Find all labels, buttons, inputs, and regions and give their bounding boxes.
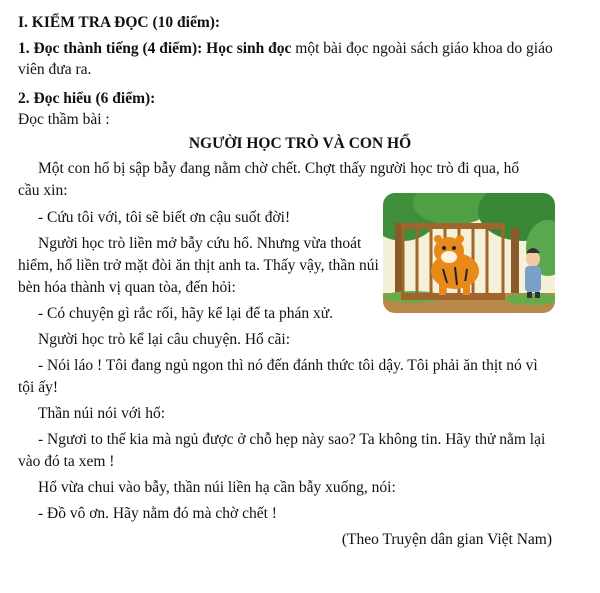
story-line: vào đó ta xem ! (18, 453, 115, 470)
story-line: Người học trò liền mở bẫy cứu hổ. Nhưng vừa thoát (38, 235, 362, 252)
story-line: Người học trò kể lại câu chuyện. Hổ cãi: (38, 331, 291, 348)
story-line: hiểm, hổ liền trở mặt đòi ăn thịt anh ta. Thấy vậy, thần núi (18, 257, 379, 274)
story-line: Hổ vừa chui vào bẫy, thần núi liền hạ cần bẫy xuống, nói: (38, 479, 396, 496)
story-title: NGƯỜI HỌC TRÒ VÀ CON HỔ (188, 135, 412, 152)
tiger-in-cage-illustration (383, 193, 555, 313)
story-line: - Cứu tôi với, tôi sẽ biết ơn cậu suốt đời! (38, 209, 291, 226)
story-line: Một con hổ bị sập bẫy đang nằm chờ chết. Chợt thấy người học trò đi qua, hổ (38, 160, 520, 177)
reading-instruction: Đọc thầm bài : (18, 111, 110, 128)
story-line: tội ấy! (18, 379, 59, 396)
tiger-cage-icon (383, 193, 555, 313)
story-line: Thần núi nói với hổ: (38, 405, 166, 422)
story-source: (Theo Truyện dân gian Việt Nam) (341, 531, 552, 548)
part1-text-cont: viên đưa ra. (18, 61, 92, 78)
story-line: cầu xin: (18, 182, 68, 199)
story-line: - Nói láo ! Tôi đang ngủ ngon thì nó đến đánh thức tôi dậy. Tôi phải ăn thịt nó vì (38, 357, 538, 374)
part2-label: 2. Đọc hiểu (6 điểm): (18, 90, 156, 107)
story-line: - Có chuyện gì rắc rối, hãy kể lại để ta phán xử. (38, 305, 334, 322)
part1-line (18, 39, 553, 59)
section-heading: I. KIỂM TRA ĐỌC (10 điểm): (18, 14, 221, 31)
story-line: bèn hóa thành vị quan tòa, đến hỏi: (18, 279, 236, 296)
part1-text: một bài đọc ngoài sách giáo khoa do giáo (295, 40, 553, 57)
part1-label: 1. Đọc thành tiếng (4 điểm): Học sinh đọc (18, 40, 292, 57)
story-line: - Ngươi to thế kia mà ngủ được ở chỗ hẹp này sao? Ta không tin. Hãy thử nằm lại (38, 431, 546, 448)
story-line: - Đồ vô ơn. Hãy nằm đó mà chờ chết ! (38, 505, 277, 522)
